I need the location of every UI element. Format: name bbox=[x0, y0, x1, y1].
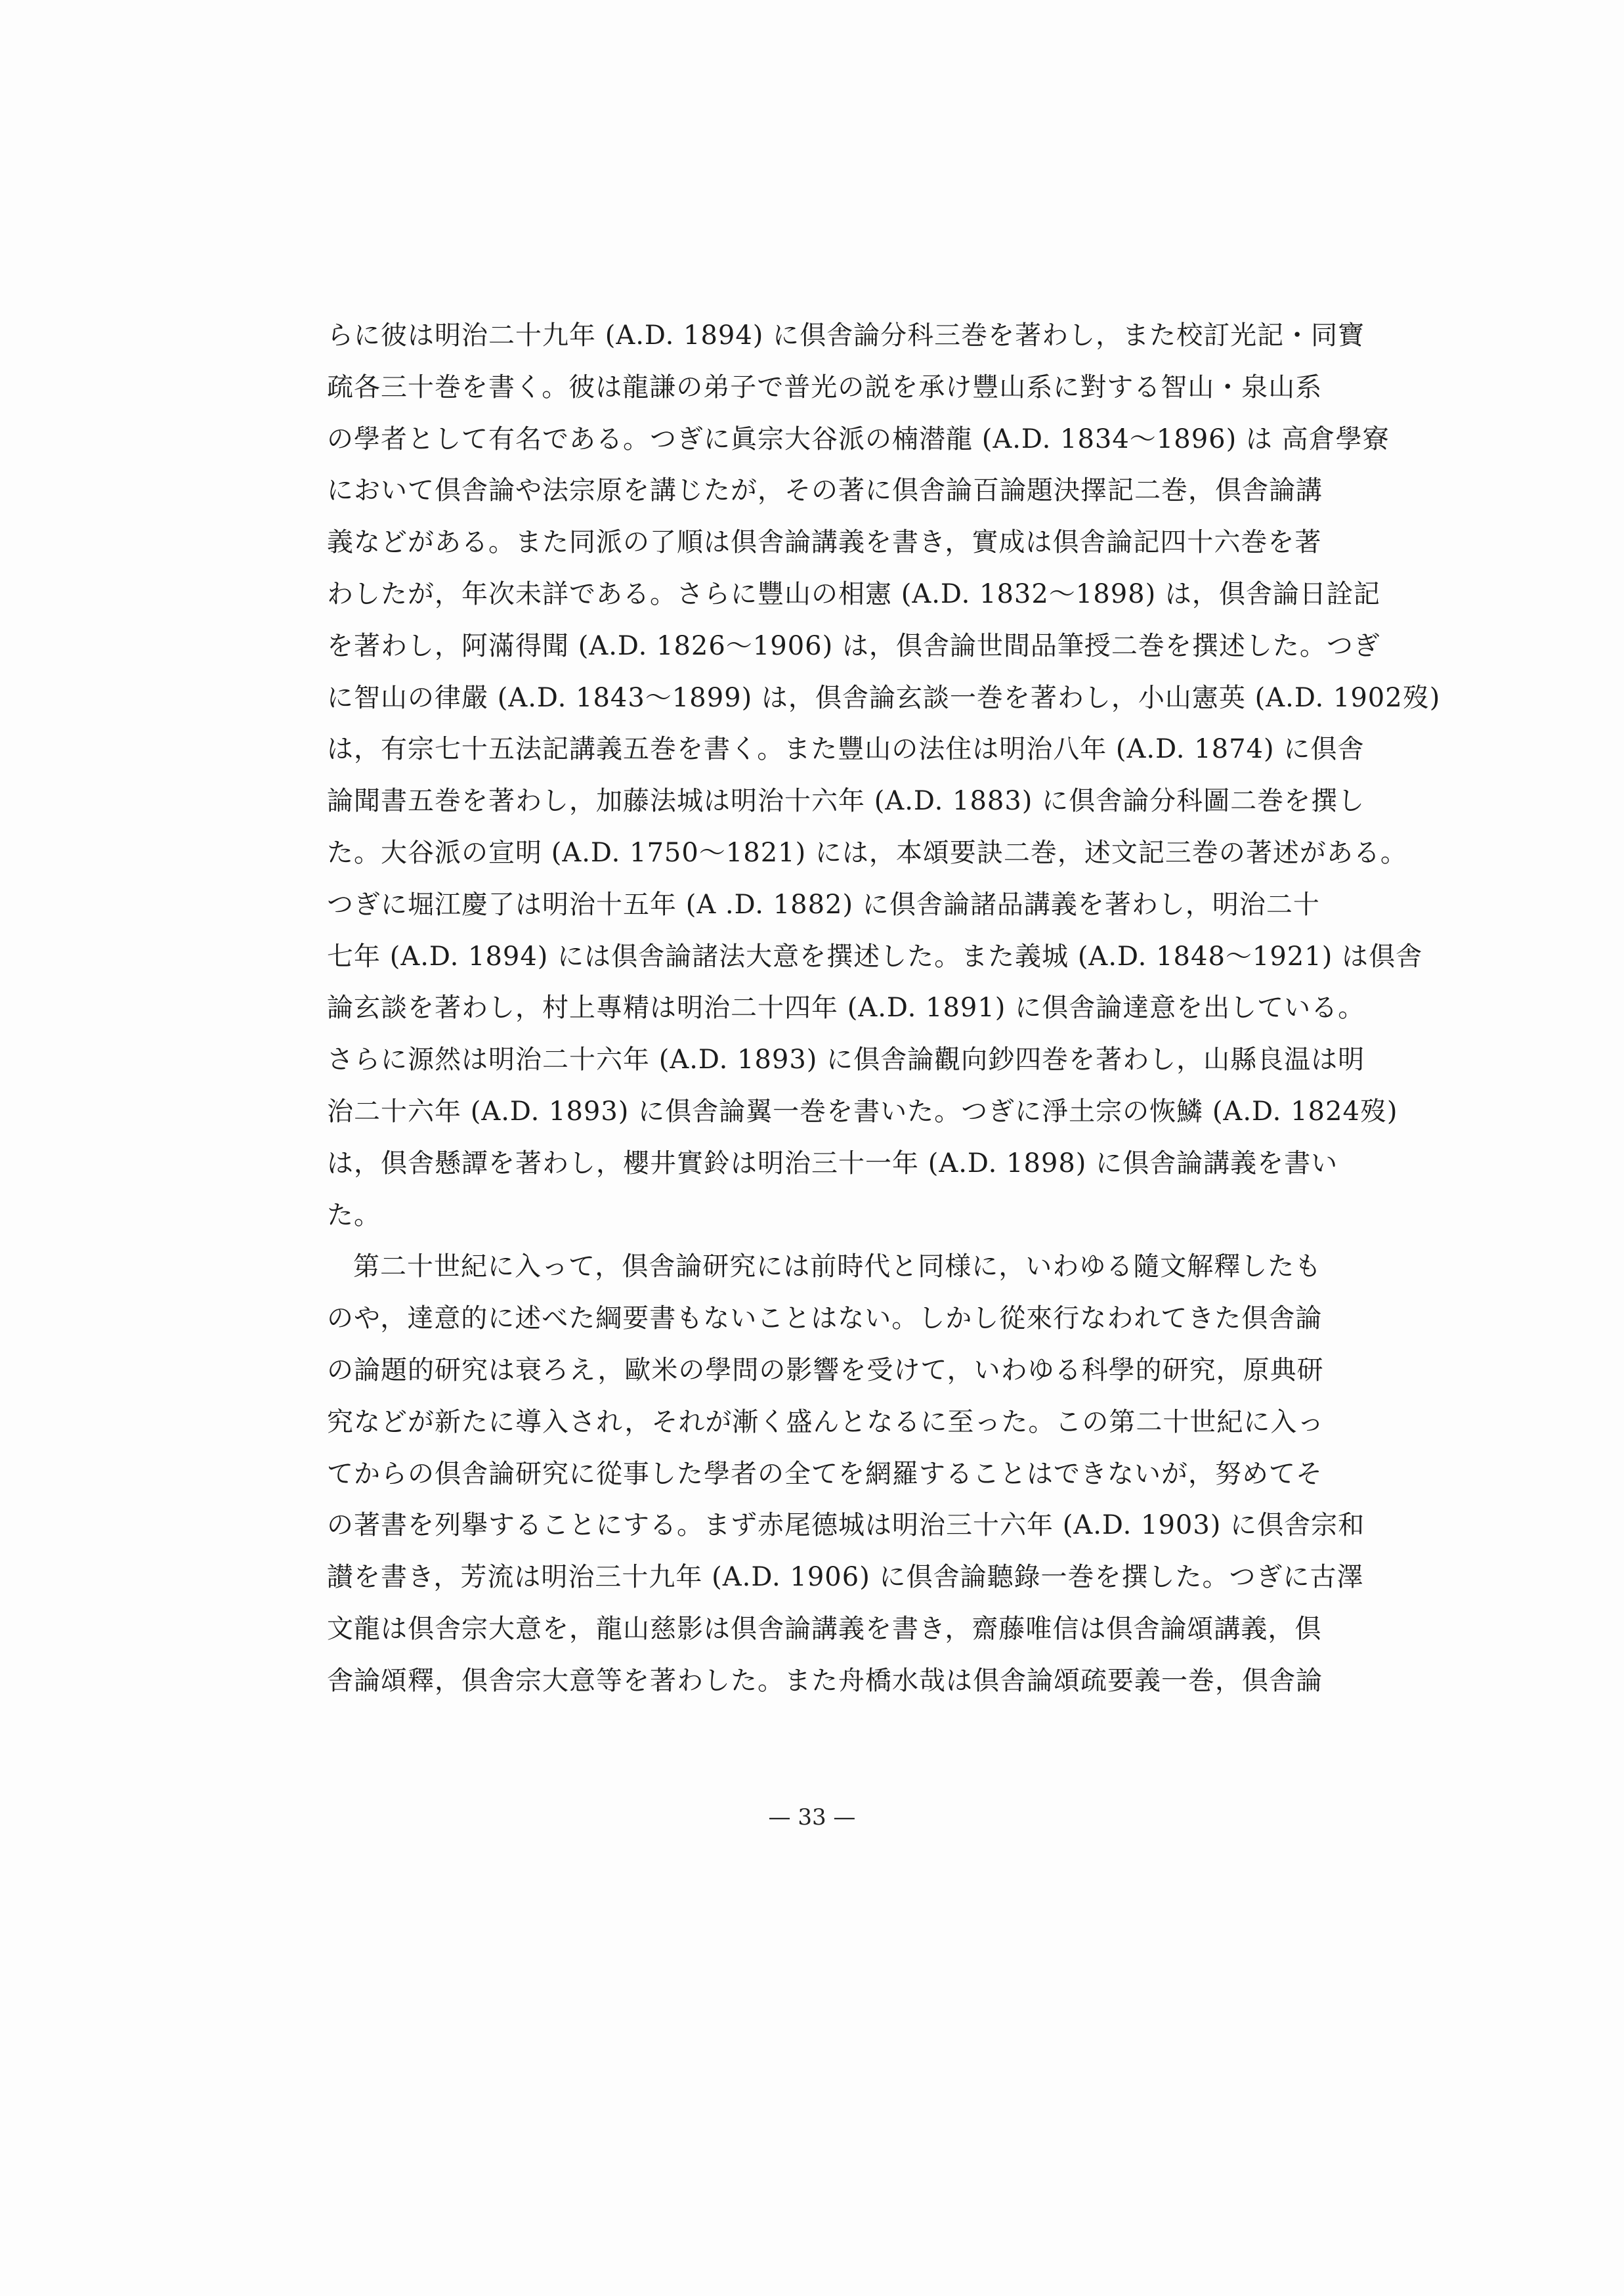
body-text bbox=[327, 310, 1441, 1707]
text-line: 疏各三十巻を書く。彼は龍謙の弟子で普光の説を承け豐山系に對する智山・泉山系 bbox=[327, 372, 1323, 402]
text-line: の論題的研究は衰ろえ，歐米の學問の影響を受けて，いわゆる科學的研究，原典研 bbox=[327, 1354, 1324, 1385]
text-line: 論玄談を著わし，村上專精は明治二十四年 (A.D. 1891) に倶舎論達意を出している。 bbox=[327, 993, 1365, 1024]
text-line: は，倶舎懸譚を著わし，櫻井實鈴は明治三十一年 (A.D. 1898) に倶舎論講義を書い bbox=[327, 1148, 1338, 1179]
page-number: — 33 — bbox=[768, 1804, 856, 1830]
text-line: を著わし，阿滿得聞 (A.D. 1826〜1906) は，倶舎論世間品筆授二巻を撰述した。つぎ bbox=[327, 630, 1380, 661]
text-line: 究などが新たに導入され，それが漸く盛んとなるに至った。この第二十世紀に入っ bbox=[327, 1406, 1325, 1437]
text-line: 讃を書き，芳流は明治三十九年 (A.D. 1906) に倶舎論聽錄一巻を撰した。つぎに古澤 bbox=[327, 1562, 1364, 1593]
text-line: 論聞書五巻を著わし，加藤法城は明治十六年 (A.D. 1883) に倶舎論分科圖二巻を撰し bbox=[327, 786, 1365, 817]
text-line: の著書を列擧することにする。まず赤尾德城は明治三十六年 (A.D. 1903) に倶舎宗和 bbox=[327, 1510, 1365, 1541]
text-line: わしたが，年次未詳である。さらに豐山の相憲 (A.D. 1832〜1898) は，倶舎論日詮記 bbox=[327, 578, 1380, 609]
text-line: 治二十六年 (A.D. 1893) に倶舎論翼一巻を書いた。つぎに淨土宗の恢鱗 (A.D. 1824歿) bbox=[327, 1096, 1398, 1127]
text-line: に智山の律嚴 (A.D. 1843〜1899) は，倶舎論玄談一巻を著わし，小山憲英 (A.D. 1902歿) bbox=[327, 682, 1441, 713]
text-line: てからの倶舎論研究に從事した學者の全てを網羅することはできないが，努めてそ bbox=[327, 1458, 1323, 1489]
text-line: は，有宗七十五法記講義五巻を書く。また豐山の法住は明治八年 (A.D. 1874) に倶舎 bbox=[327, 734, 1365, 765]
text-line: 文龍は倶舎宗大意を，龍山慈影は倶舎論講義を書き，齋藤唯信は倶舎論頌講義，倶 bbox=[327, 1613, 1322, 1644]
text-line: 第二十世紀に入って，倶舎論研究には前時代と同様に，いわゆる隨文解釋したも bbox=[353, 1251, 1322, 1282]
text-line: らに彼は明治二十九年 (A.D. 1894) に倶舎論分科三巻を著わし，また校訂光記・同寶 bbox=[327, 320, 1365, 351]
text-line: のや，達意的に述べた綱要書もないことはない。しかし從來行なわれてきた倶舎論 bbox=[327, 1303, 1323, 1334]
paragraph-2 bbox=[327, 1241, 1365, 1706]
text-line: た。 bbox=[327, 1200, 381, 1230]
text-line: の學者として有名である。つぎに眞宗大谷派の楠潜龍 (A.D. 1834〜1896) は 高倉學寮 bbox=[327, 423, 1390, 454]
text-line: において倶舎論や法宗原を講じたが，その著に倶舎論百論題決擇記二巻，倶舎論講 bbox=[327, 475, 1323, 506]
text-line: 義などがある。また同派の了順は倶舎論講義を書き，實成は倶舎論記四十六巻を著 bbox=[327, 527, 1322, 558]
text-line: つぎに堀江慶了は明治十五年 (A .D. 1882) に倶舎論諸品講義を著わし，明治二十 bbox=[327, 889, 1320, 920]
text-line: さらに源然は明治二十六年 (A.D. 1893) に倶舎論觀向鈔四巻を著わし，山縣良温は明 bbox=[327, 1045, 1365, 1075]
text-line: 舎論頌釋，倶舎宗大意等を著わした。また舟橋水哉は倶舎論頌疏要義一巻，倶舎論 bbox=[327, 1665, 1323, 1696]
text-line: 七年 (A.D. 1894) には倶舎論諸法大意を撰述した。また義城 (A.D. 1848〜1921) は倶舎 bbox=[327, 941, 1423, 972]
paragraph-1 bbox=[327, 310, 1441, 1241]
text-line: た。大谷派の宣明 (A.D. 1750〜1821) には，本頌要訣二巻，述文記三巻の著述がある。 bbox=[327, 837, 1407, 868]
